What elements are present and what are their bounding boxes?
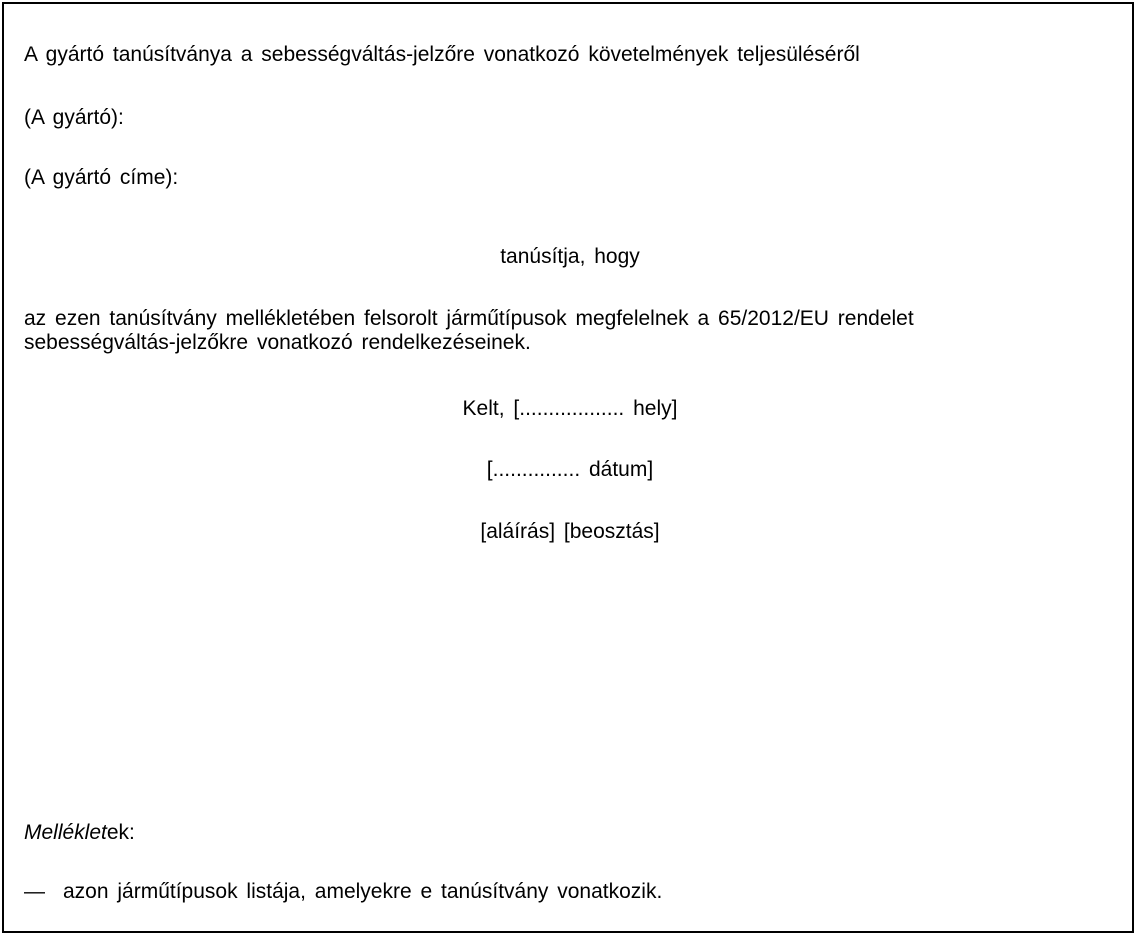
annex-heading-suffix: ek: (106, 821, 135, 844)
annex-dash: — (24, 880, 45, 903)
statement-line-2: sebességváltás-jelzőkre vonatkozó rendelkezéseinek. (24, 331, 531, 354)
annex-heading-italic: Melléklet (24, 821, 107, 844)
manufacturer-label: (A gyártó): (24, 106, 124, 129)
statement-paragraph (24, 307, 1024, 355)
annex-heading (24, 821, 135, 845)
signature-line: [aláírás] [beosztás] (480, 520, 660, 543)
document-title: A gyártó tanúsítványa a sebességváltás-jelzőre vonatkozó követelmények teljesüléséről (24, 43, 860, 66)
certificate-frame (2, 2, 1134, 933)
statement-line-1: az ezen tanúsítvány mellékletében felsorolt járműtípusok megfelelnek a 65/2012/EU rendelet (24, 307, 914, 330)
place-line: Kelt, [.................. hely] (462, 397, 678, 420)
annex-list-item (24, 880, 662, 904)
manufacturer-address-label: (A gyártó címe): (24, 166, 179, 189)
certifies-text: tanúsítja, hogy (500, 245, 640, 268)
date-line: [............... dátum] (486, 458, 654, 481)
annex-item-text: azon járműtípusok listája, amelyekre e tanúsítvány vonatkozik. (63, 880, 663, 903)
